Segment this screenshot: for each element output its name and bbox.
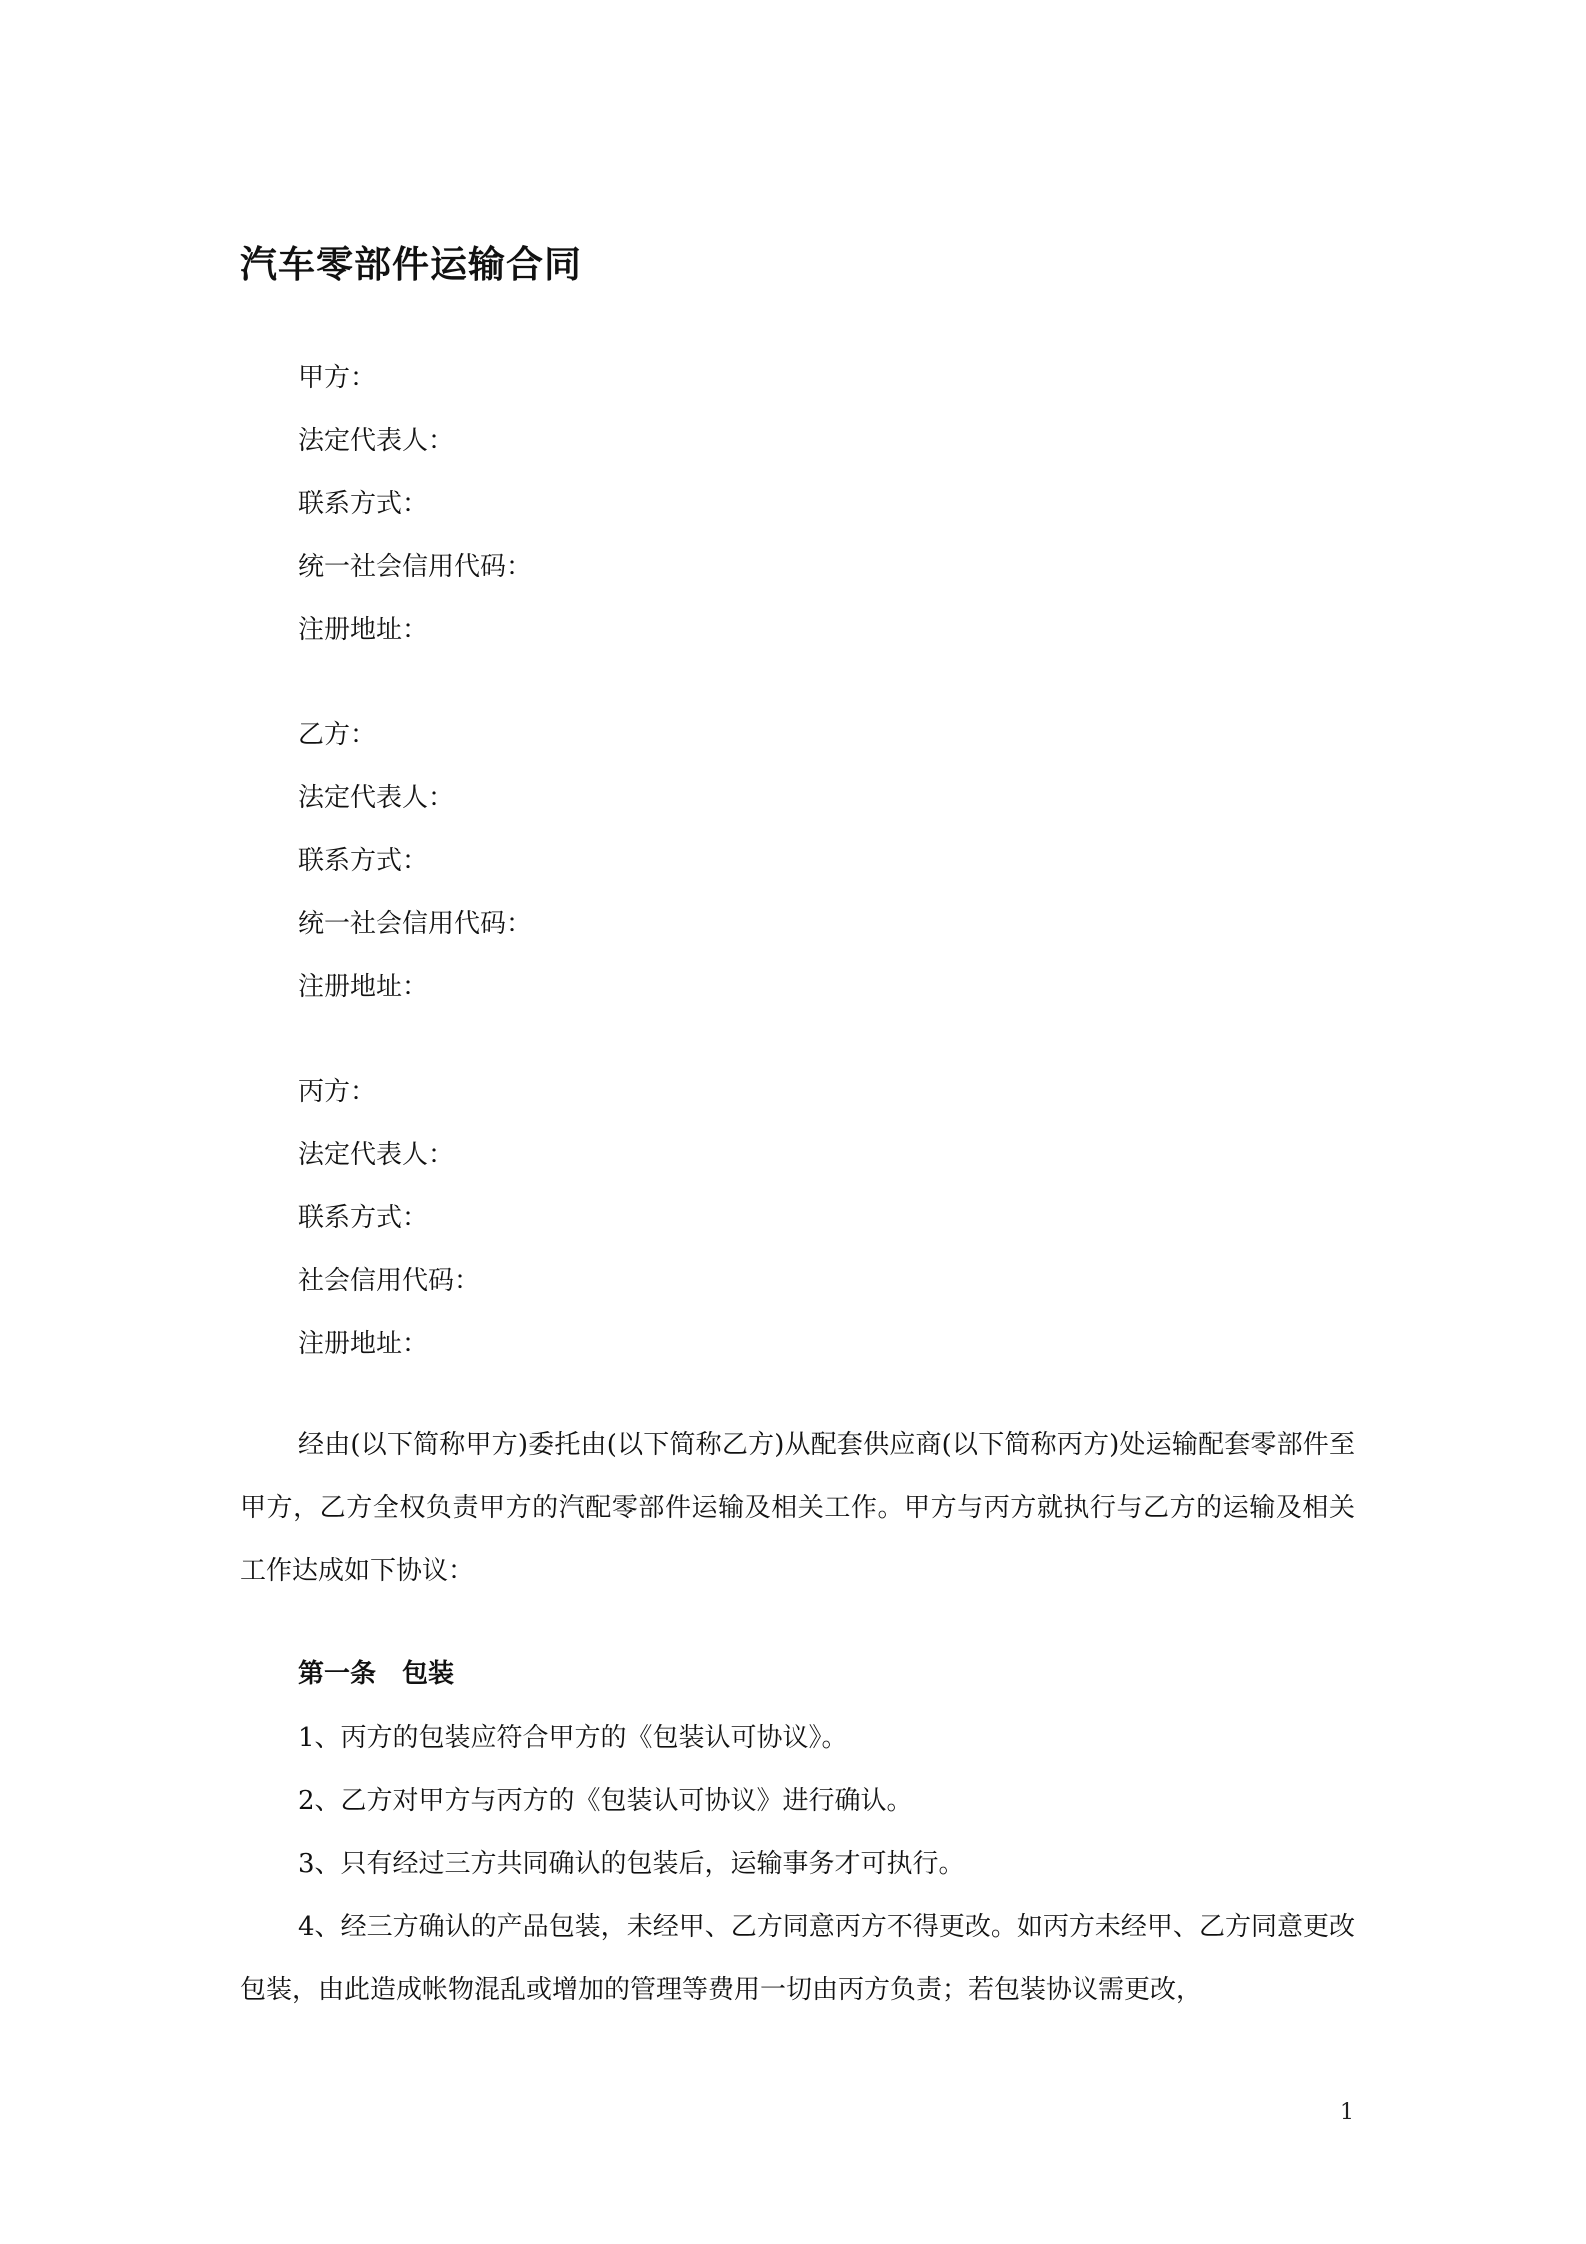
party-b-address: 注册地址：: [298, 972, 429, 1002]
clause-2: 2、乙方对甲方与丙方的《包装认可协议》进行确认。: [298, 1786, 913, 1816]
clause-3: 3、只有经过三方共同确认的包装后，运输事务才可执行。: [298, 1849, 965, 1879]
party-a-address: 注册地址：: [298, 615, 429, 645]
party-a-contact: 联系方式：: [298, 489, 429, 519]
article-1-clauses: [240, 1707, 1355, 2022]
party-a-block: [298, 347, 1298, 662]
party-a-label: 甲方：: [298, 363, 377, 393]
clause-4: 4、经三方确认的产品包装，未经甲、乙方同意丙方不得更改。如丙方未经甲、乙方同意更改包装，由此造成帐物混乱或增加的管理等费用一切由丙方负责；若包装协议需更改，: [240, 1912, 1355, 2005]
document-title: 汽车零部件运输合同: [240, 243, 582, 286]
party-b-legal-rep: 法定代表人：: [298, 783, 455, 813]
party-c-contact: 联系方式：: [298, 1203, 429, 1233]
party-c-block: [298, 1061, 1298, 1376]
page-number: 1: [1340, 2100, 1354, 2125]
party-b-label: 乙方：: [298, 720, 377, 750]
party-c-label: 丙方：: [298, 1077, 377, 1107]
party-c-legal-rep: 法定代表人：: [298, 1140, 455, 1170]
intro-paragraph: 经由(以下简称甲方)委托由(以下简称乙方)从配套供应商(以下简称丙方)处运输配套零部件至甲方，乙方全权负责甲方的汽配零部件运输及相关工作。甲方与丙方就执行与乙方的运输及相关工作达成如下协议：: [240, 1430, 1355, 1586]
party-b-credit-code: 统一社会信用代码：: [298, 909, 533, 939]
party-b-block: [298, 704, 1298, 1019]
clause-1: 1、丙方的包装应符合甲方的《包装认可协议》。: [298, 1723, 848, 1753]
party-a-legal-rep: 法定代表人：: [298, 426, 455, 456]
party-c-credit-code: 社会信用代码：: [298, 1266, 481, 1296]
party-b-contact: 联系方式：: [298, 846, 429, 876]
article-1-heading: 第一条 包装: [298, 1659, 455, 1689]
party-a-credit-code: 统一社会信用代码：: [298, 552, 533, 582]
party-c-address: 注册地址：: [298, 1329, 429, 1359]
